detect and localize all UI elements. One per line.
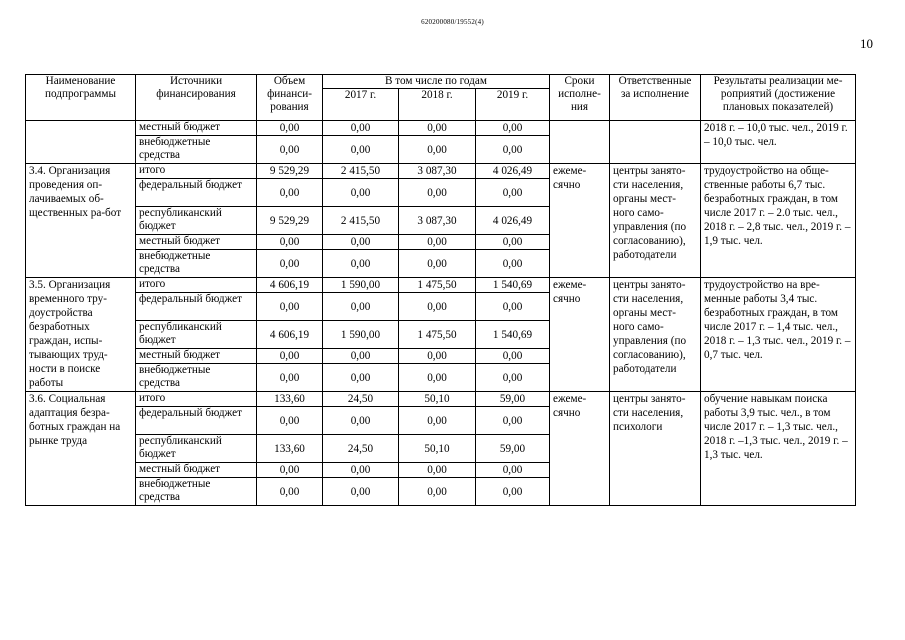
header-by-years: В том числе по годам [323,75,550,89]
y2018-cell: 0,00 [399,349,476,364]
volume-cell: 0,00 [257,364,323,392]
volume-cell: 133,60 [257,392,323,407]
source-cell: местный бюджет [136,349,257,364]
y2018-cell: 1 475,50 [399,278,476,293]
y2017-cell: 1 590,00 [323,278,399,293]
y2017-cell: 0,00 [323,407,399,435]
y2018-cell: 3 087,30 [399,164,476,179]
header-2018: 2018 г. [399,89,476,121]
source-cell: местный бюджет [136,121,257,136]
financing-table [25,74,856,506]
header-2017: 2017 г. [323,89,399,121]
y2019-cell: 1 540,69 [476,321,550,349]
responsible-cell: центры занято-сти населения, органы мест-ного само-управления (по согласованию), работодатели [610,164,701,278]
source-cell: внебюджетные средства [136,136,257,164]
y2018-cell: 1 475,50 [399,321,476,349]
header-volume: Объем финанси-рования [257,75,323,121]
y2018-cell: 0,00 [399,136,476,164]
y2018-cell: 0,00 [399,293,476,321]
source-cell: федеральный бюджет [136,407,257,435]
y2019-cell: 59,00 [476,435,550,463]
y2019-cell: 4 026,49 [476,207,550,235]
section-name: 3.6. Социальная адаптация безра-ботных граждан на рынке труда [26,392,136,506]
source-cell: федеральный бюджет [136,179,257,207]
results-cell: трудоустройство на вре-менные работы 3,4 тыс. безработных граждан, в том числе 2017 г. – 1,4 тыс. чел., 2018 г. – 1,3 тыс. чел., 2019 г. – 0,7 тыс. чел. [701,278,856,392]
y2017-cell: 24,50 [323,435,399,463]
volume-cell: 0,00 [257,179,323,207]
volume-cell: 0,00 [257,235,323,250]
y2019-cell: 0,00 [476,179,550,207]
results-cell-carry: 2018 г. – 10,0 тыс. чел., 2019 г. – 10,0 тыс. чел. [701,121,856,164]
table-row [26,392,856,407]
y2017-cell: 0,00 [323,250,399,278]
y2017-cell: 0,00 [323,364,399,392]
y2019-cell: 0,00 [476,293,550,321]
responsible-cell: центры занято-сти населения, психологи [610,392,701,506]
table-row [26,121,856,136]
y2019-cell: 0,00 [476,407,550,435]
y2018-cell: 0,00 [399,478,476,506]
responsible-cell: центры занято-сти населения, органы мест-ного само-управления (по согласованию), работодатели [610,278,701,392]
y2018-cell: 0,00 [399,407,476,435]
volume-cell: 0,00 [257,121,323,136]
y2019-cell: 0,00 [476,349,550,364]
y2017-cell: 0,00 [323,478,399,506]
y2019-cell: 0,00 [476,235,550,250]
y2018-cell: 50,10 [399,435,476,463]
terms-cell-carry [550,121,610,164]
table-row [26,278,856,293]
volume-cell: 4 606,19 [257,321,323,349]
volume-cell: 0,00 [257,250,323,278]
y2017-cell: 0,00 [323,349,399,364]
y2019-cell: 0,00 [476,121,550,136]
y2019-cell: 59,00 [476,392,550,407]
section-name: 3.4. Организация проведения оп-лачиваемых об-щественных ра-бот [26,164,136,278]
header-responsible: Ответственные за исполнение [610,75,701,121]
y2017-cell: 2 415,50 [323,164,399,179]
section-name: 3.5. Организация временного тру-доустройства безработных граждан, испы-тывающих труд-ности в поиске работы [26,278,136,392]
terms-cell: ежеме-сячно [550,164,610,278]
y2017-cell: 2 415,50 [323,207,399,235]
results-cell: обучение навыкам поиска работы 3,9 тыс. чел., в том числе 2017 г. – 1,3 тыс. чел., 2018 г. –1,3 тыс. чел., 2019 г. – 1,3 тыс. чел. [701,392,856,506]
source-cell: республиканский бюджет [136,321,257,349]
page-number: 10 [860,36,873,51]
source-cell: внебюджетные средства [136,478,257,506]
volume-cell: 133,60 [257,435,323,463]
header-terms: Сроки исполне-ния [550,75,610,121]
y2018-cell: 0,00 [399,121,476,136]
document-id: 620200080/19552(4) [421,18,484,26]
section-name-carry [26,121,136,164]
y2019-cell: 0,00 [476,250,550,278]
source-cell: внебюджетные средства [136,364,257,392]
y2018-cell: 0,00 [399,463,476,478]
source-cell: республиканский бюджет [136,207,257,235]
source-cell: местный бюджет [136,463,257,478]
y2018-cell: 0,00 [399,235,476,250]
y2018-cell: 50,10 [399,392,476,407]
y2018-cell: 0,00 [399,179,476,207]
header-sources: Источники финансирования [136,75,257,121]
source-cell: республиканский бюджет [136,435,257,463]
header-2019: 2019 г. [476,89,550,121]
source-cell: итого [136,278,257,293]
volume-cell: 0,00 [257,136,323,164]
source-cell: итого [136,392,257,407]
header-results: Результаты реализации ме-роприятий (достижение плановых показателей) [701,75,856,121]
y2019-cell: 4 026,49 [476,164,550,179]
volume-cell: 9 529,29 [257,207,323,235]
y2019-cell: 0,00 [476,478,550,506]
source-cell: местный бюджет [136,235,257,250]
source-cell: внебюджетные средства [136,250,257,278]
y2018-cell: 0,00 [399,250,476,278]
y2017-cell: 0,00 [323,463,399,478]
volume-cell: 0,00 [257,478,323,506]
source-cell: федеральный бюджет [136,293,257,321]
volume-cell: 0,00 [257,293,323,321]
volume-cell: 0,00 [257,407,323,435]
y2018-cell: 0,00 [399,364,476,392]
y2017-cell: 0,00 [323,235,399,250]
y2017-cell: 0,00 [323,121,399,136]
header-row-1 [26,75,856,89]
responsible-cell-carry [610,121,701,164]
y2017-cell: 1 590,00 [323,321,399,349]
source-cell: итого [136,164,257,179]
volume-cell: 4 606,19 [257,278,323,293]
y2017-cell: 24,50 [323,392,399,407]
volume-cell: 0,00 [257,349,323,364]
y2019-cell: 0,00 [476,463,550,478]
y2019-cell: 1 540,69 [476,278,550,293]
y2019-cell: 0,00 [476,136,550,164]
volume-cell: 9 529,29 [257,164,323,179]
terms-cell: ежеме-сячно [550,278,610,392]
terms-cell: ежеме-сячно [550,392,610,506]
results-cell: трудоустройство на обще-ственные работы 6,7 тыс. безработных граждан, в том числе 2017 г. – 2.0 тыс. чел., 2018 г. – 2,8 тыс. чел., 2019 г. – 1,9 тыс. чел. [701,164,856,278]
header-name: Наименование подпрограммы [26,75,136,121]
y2017-cell: 0,00 [323,136,399,164]
table-row [26,164,856,179]
y2017-cell: 0,00 [323,179,399,207]
y2017-cell: 0,00 [323,293,399,321]
y2019-cell: 0,00 [476,364,550,392]
y2018-cell: 3 087,30 [399,207,476,235]
volume-cell: 0,00 [257,463,323,478]
